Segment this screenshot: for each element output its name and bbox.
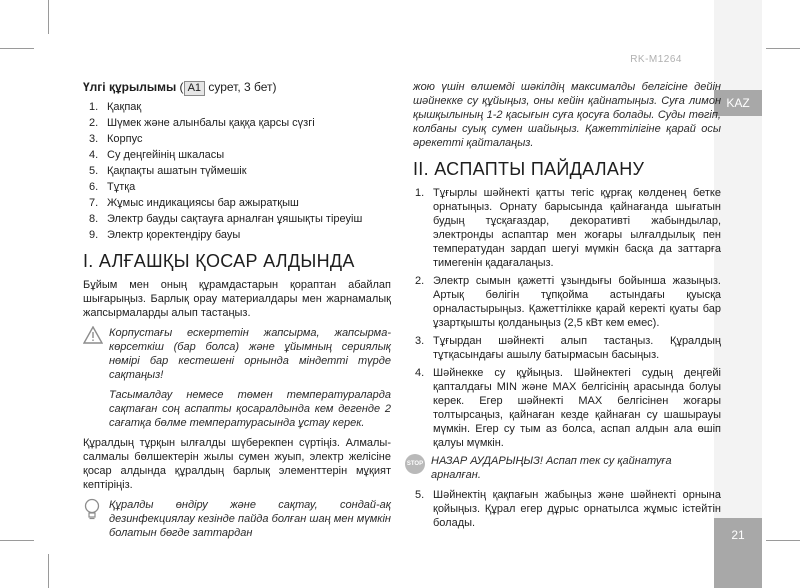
step-text: Шәйнекке су құйыңыз. Шәйнектегі судың деңгейі қапталдағы MIN және MAX белгісінің арасында болуы керек. Егер шәйнекті MAX белгісінен жоғары толтырсаңыз, қайнаған кезде қайнаған су шашырауы мүмкін. Егер су тым аз болса, аспап алдын ала өшіп қалуы мүмкін. <box>433 367 721 449</box>
step-number: 5. <box>415 489 425 501</box>
language-tab: KAZ <box>714 90 762 116</box>
tip-text: Құралды өндіру және сақтау, сондай-ақ дезинфекциялау кезінде пайда болған шаң мен мүмкін болатын бөгде заттардан <box>109 499 391 539</box>
crop-mark <box>48 554 49 588</box>
list-item <box>83 228 391 242</box>
lightbulb-icon <box>83 498 101 524</box>
item-number: 2. <box>89 117 99 129</box>
tip-note <box>83 498 391 540</box>
item-label: Қақпақты ашатын түймешік <box>107 165 247 177</box>
structure-title: Үлгі құрылымы <box>83 80 177 94</box>
structure-ref: сурет, 3 бет) <box>205 80 277 94</box>
step-text: Тұғырлы шәйнекті қатты тегіс құрғақ көлденең бетке орнатыңыз. Орнату барысында қайнағанда шығатын будың тұсқағаздар, декоративті жабындылар, электронды аспаптар мен жоғары ылғалдылық пен температудан зардап шегуі мүмкін басқа да заттарға тимегенін қадағалаңыз. <box>433 187 721 269</box>
list-item <box>83 212 391 226</box>
warning-triangle-icon <box>83 326 103 348</box>
item-label: Тұтқа <box>107 181 136 193</box>
item-number: 4. <box>89 149 99 161</box>
item-number: 3. <box>89 133 99 145</box>
tip-text-continued: жою үшін өлшемді шәкілдің максималды белгісіне дейін шәйнекке су құйыңыз, оны кейін қайнатыңыз. Суға лимон қышқылының 1-2 қасығын суға қосуға болады. Суды төгіп, колбаны суық сумен шайыңыз. Қажеттілігіне қарай осы әрекетті қайталаңыз. <box>413 81 721 149</box>
stop-warning-text: НАЗАР АУДАРЫҢЫЗ! Аспап тек су қайнатуға арналған. <box>431 455 672 481</box>
step-number: 2. <box>415 275 425 287</box>
steps-list-continued <box>413 488 721 530</box>
steps-list <box>413 186 721 450</box>
section-1-cleaning: Құралдың тұрқын ылғалды шүберекпен сүртіңіз. Алмалы-салмалы бөлшектерін жылы сумен жуып, электр желісіне қосар алдында құралдың барлық элементтерін мұқият кептіріңіз. <box>83 437 391 491</box>
step-text: Шәйнектің қақпағын жабыңыз және шәйнекті орнына қойыңыз. Құрал егер дұрыс орнатылса жұмыс істейтін болады. <box>433 489 721 529</box>
item-number: 6. <box>89 181 99 193</box>
list-item <box>83 132 391 146</box>
list-item <box>413 334 721 362</box>
stop-icon: STOP <box>405 454 425 474</box>
parts-list <box>83 100 391 242</box>
left-column <box>83 80 391 546</box>
list-item <box>413 488 721 530</box>
item-label: Электр бауды сақтауға арналған ұяшықты тіреуіш <box>107 213 363 225</box>
item-number: 1. <box>89 101 99 113</box>
list-item <box>83 164 391 178</box>
step-number: 3. <box>415 335 425 347</box>
section-2-title: II. АСПАПТЫ ПАЙДАЛАНУ <box>413 159 645 179</box>
page-number: 21 <box>714 518 762 588</box>
item-number: 5. <box>89 165 99 177</box>
list-item <box>83 116 391 130</box>
list-item <box>83 196 391 210</box>
model-code: RK-M1264 <box>630 54 682 65</box>
item-number: 7. <box>89 197 99 209</box>
item-label: Шүмек және алынбалы қаққа қарсы сүзгі <box>107 117 315 129</box>
step-number: 4. <box>415 367 425 379</box>
figure-badge: A1 <box>184 81 205 96</box>
stop-warning <box>406 454 721 482</box>
right-column <box>406 80 721 534</box>
item-label: Корпус <box>107 133 143 145</box>
item-label: Қақпақ <box>107 101 142 113</box>
section-1-title: I. АЛҒАШҚЫ ҚОСАР АЛДЫНДА <box>83 251 355 271</box>
warning-text-2: Тасымалдау немесе төмен температураларда сақтаған соң аспапты қосаралдында кем дегенде 2 сағатқа бөлме температурасында ұстау керек. <box>109 389 391 429</box>
list-item <box>413 366 721 450</box>
list-item <box>83 100 391 114</box>
page-sidebar <box>714 0 762 588</box>
step-text: Тұғырдан шәйнекті алып тастаңыз. Құралдың тұтқасындағы ашылу батырмасын басыңыз. <box>433 335 721 361</box>
crop-mark <box>0 48 34 49</box>
list-item <box>413 186 721 270</box>
crop-mark <box>48 0 49 34</box>
warning-note <box>83 326 391 430</box>
list-item <box>413 274 721 330</box>
list-item <box>83 180 391 194</box>
crop-mark <box>766 540 800 541</box>
structure-heading <box>83 80 391 96</box>
crop-mark <box>766 48 800 49</box>
item-number: 9. <box>89 229 99 241</box>
step-text: Электр сымын қажетті ұзындығы бойынша жазыңыз. Артық бөлігін тұпқойма астындағы қуысқа орналастырыңыз. Қажеттілікке қарай керекті қуаты бар ұзартқышты қолданыңыз (2,5 кВт кем емес). <box>433 275 721 329</box>
item-label: Электр қоректендіру бауы <box>107 229 241 241</box>
step-number: 1. <box>415 187 425 199</box>
item-label: Су деңгейінің шкаласы <box>107 149 225 161</box>
item-label: Жұмыс индикациясы бар ажыратқыш <box>107 197 299 209</box>
item-number: 8. <box>89 213 99 225</box>
crop-mark <box>0 540 34 541</box>
structure-open: ( <box>176 80 184 94</box>
section-1-intro: Бұйым мен оның құрамдастарын қораптан абайлап шығарыңыз. Барлық орау материалдары мен жарнамалық жапсырмаларды алып тастаңыз. <box>83 279 391 319</box>
warning-text-1: Корпустағы ескертетін жапсырма, жапсырма-көрсеткіш (бар болса) және ұйымның сериялық нөмірі бар кестешені орнында міндетті түрде сақтаңыз! <box>109 327 391 381</box>
list-item <box>83 148 391 162</box>
